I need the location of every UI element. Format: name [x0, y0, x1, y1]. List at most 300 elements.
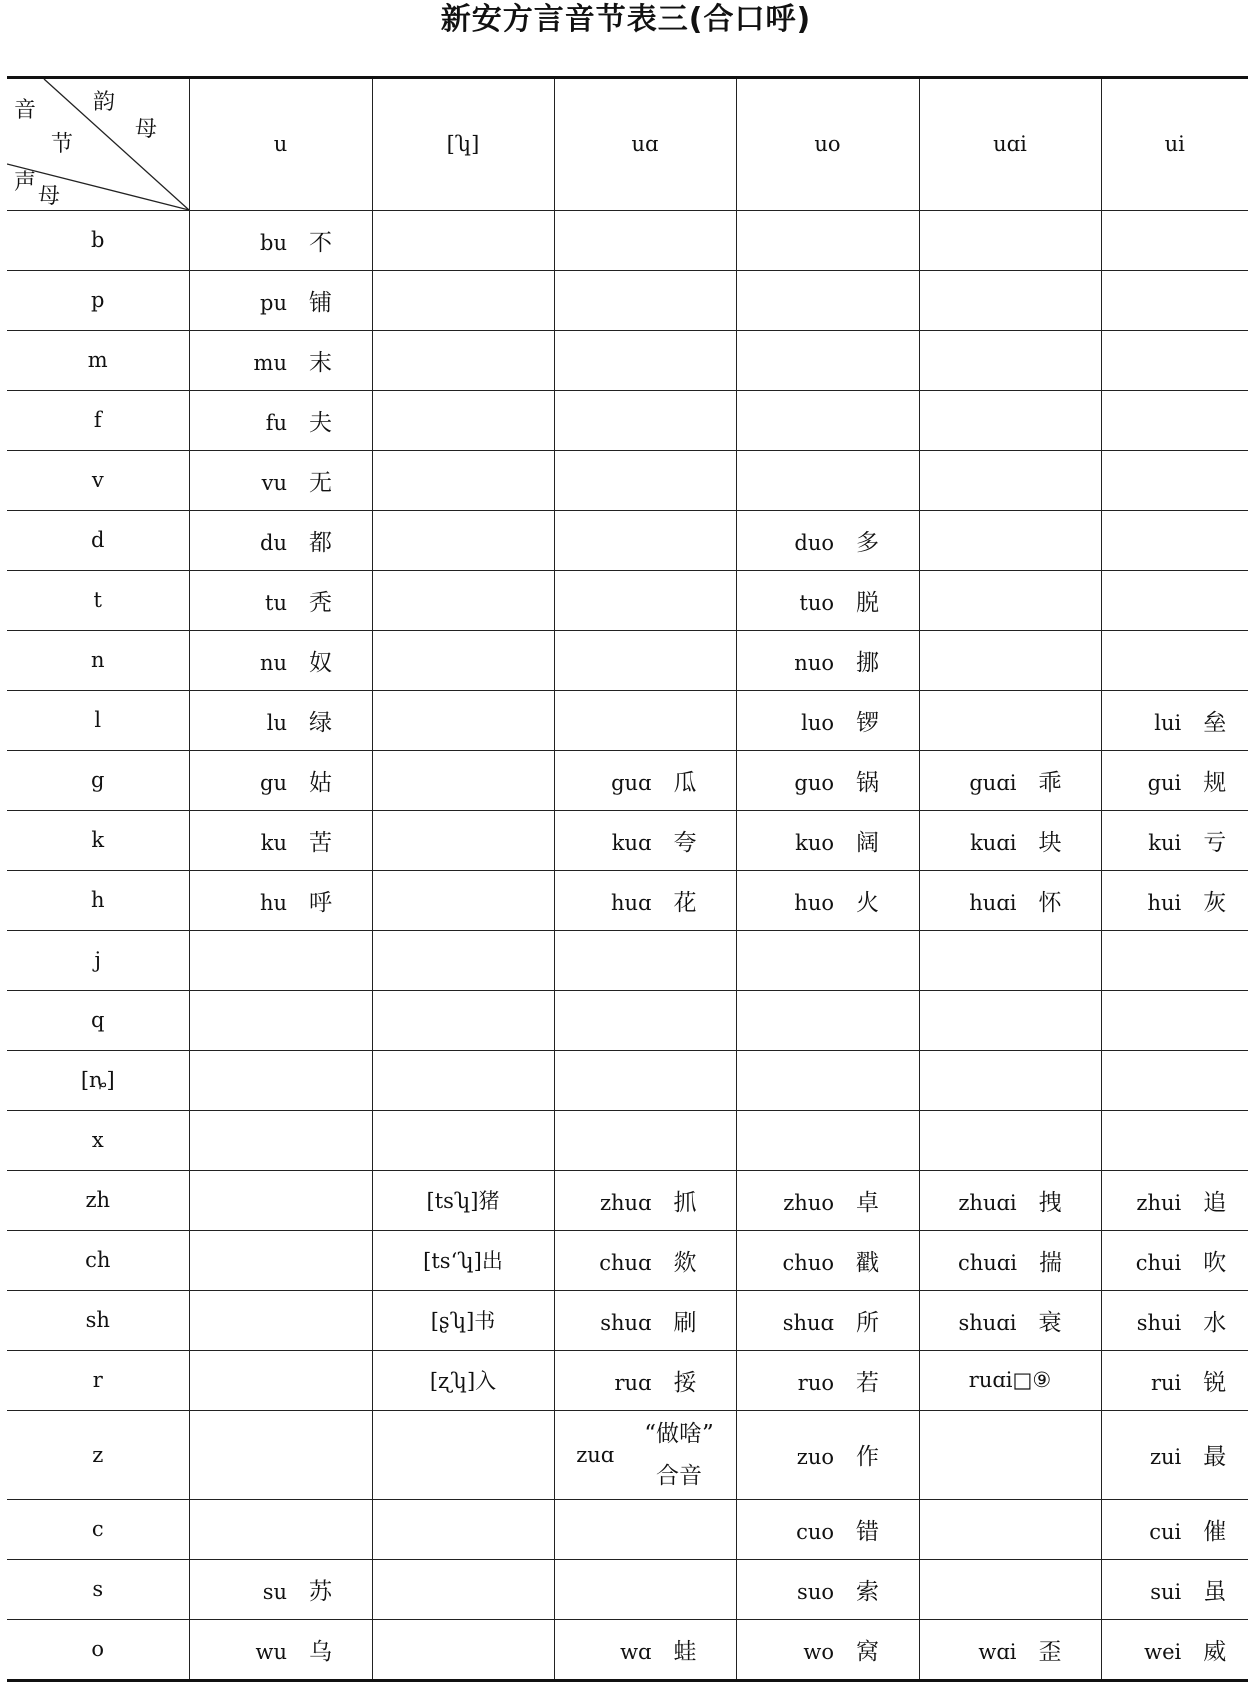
syllable-cell	[1101, 1170, 1248, 1230]
syllable-cell	[1101, 1559, 1248, 1619]
syllable-cell	[372, 1290, 554, 1350]
character: 乌	[309, 1638, 332, 1665]
table-row	[7, 1499, 1248, 1559]
corner-label-jie: 节	[51, 132, 74, 157]
syllable-cell	[1101, 810, 1248, 870]
final-header: u	[189, 79, 372, 210]
syllable-cell	[189, 930, 372, 990]
initial-cell: r	[7, 1350, 189, 1410]
table-row	[7, 390, 1248, 450]
syllable-cell	[736, 690, 919, 750]
syllable-cell	[554, 1410, 736, 1499]
syllable-cell	[554, 390, 736, 450]
syllable-cell	[736, 630, 919, 690]
character: 蛙	[673, 1638, 697, 1665]
syllable-cell	[1101, 1619, 1248, 1679]
syllable-cell	[372, 450, 554, 510]
syllable-cell	[189, 810, 372, 870]
pinyin: tu	[265, 590, 287, 615]
syllable-cell	[919, 330, 1101, 390]
page-title: 新安方言音节表三(合口呼)	[440, 2, 812, 37]
final-header: uɑi	[919, 79, 1101, 210]
syllable-cell	[1101, 270, 1248, 330]
pinyin: shuɑi	[958, 1310, 1017, 1335]
syllable-cell	[189, 570, 372, 630]
syllable-cell	[554, 1110, 736, 1170]
character: 都	[309, 529, 332, 556]
pinyin: huo	[794, 890, 834, 915]
syllable-cell	[736, 990, 919, 1050]
pinyin: wɑi	[978, 1639, 1017, 1664]
character: 衰	[1038, 1309, 1062, 1336]
final-header: ui	[1101, 79, 1248, 210]
pinyin: hu	[259, 890, 287, 915]
character-note-line: “做啥”	[644, 1420, 714, 1447]
syllable-cell	[554, 1619, 736, 1679]
syllable-text: [tsʮ]猪	[426, 1189, 500, 1213]
syllable-cell	[554, 270, 736, 330]
character: 无	[309, 469, 332, 496]
syllable-cell	[919, 690, 1101, 750]
character: 不	[309, 229, 332, 256]
syllable-cell	[372, 1619, 554, 1679]
pinyin: kuo	[795, 830, 834, 855]
syllable-text: [tsʻʮ]出	[423, 1249, 503, 1273]
pinyin: shuɑ	[782, 1310, 834, 1335]
table-row	[7, 750, 1248, 810]
table-row	[7, 810, 1248, 870]
pinyin: zhui	[1136, 1190, 1182, 1215]
corner-label-yin: 音	[14, 98, 37, 123]
table-row	[7, 270, 1248, 330]
syllable-cell	[919, 810, 1101, 870]
character: 阔	[856, 829, 879, 856]
syllable-cell	[1101, 690, 1248, 750]
syllable-cell	[554, 1170, 736, 1230]
initial-cell: v	[7, 450, 189, 510]
syllable-cell	[554, 1290, 736, 1350]
syllable-cell	[189, 1410, 372, 1499]
syllable-cell	[919, 1050, 1101, 1110]
syllable-cell	[919, 1350, 1101, 1410]
character: 乖	[1038, 769, 1062, 796]
pinyin: pu	[260, 290, 287, 315]
character: 块	[1038, 829, 1062, 856]
character: 卓	[856, 1189, 879, 1216]
syllable-cell	[372, 510, 554, 570]
syllable-cell	[736, 210, 919, 270]
syllable-cell	[919, 1290, 1101, 1350]
initial-cell: g	[7, 750, 189, 810]
pinyin: kui	[1148, 830, 1182, 855]
pinyin: kuɑ	[611, 830, 652, 855]
syllable-cell	[1101, 450, 1248, 510]
character: 抓	[673, 1189, 697, 1216]
syllable-cell	[736, 1170, 919, 1230]
pinyin: cuo	[796, 1519, 834, 1544]
character: 威	[1203, 1638, 1227, 1665]
syllable-cell	[1101, 210, 1248, 270]
corner-cell	[7, 79, 189, 210]
initial-cell: k	[7, 810, 189, 870]
initial-cell: q	[7, 990, 189, 1050]
character: 吹	[1203, 1249, 1227, 1276]
syllable-cell	[1101, 1290, 1248, 1350]
character: 垒	[1203, 709, 1227, 736]
pinyin: shuɑ	[600, 1310, 652, 1335]
syllable-cell	[189, 450, 372, 510]
pinyin: wɑ	[620, 1639, 652, 1664]
syllable-cell	[372, 390, 554, 450]
table-row	[7, 570, 1248, 630]
character: 苦	[309, 829, 332, 856]
pinyin: luo	[801, 710, 834, 735]
syllable-cell	[1101, 510, 1248, 570]
pinyin: zhuo	[783, 1190, 834, 1215]
character: 灰	[1203, 889, 1227, 916]
initial-cell: j	[7, 930, 189, 990]
corner-label-sheng: 声	[14, 170, 37, 195]
syllable-text: [ʂʮ]书	[430, 1309, 496, 1333]
syllable-group	[576, 1413, 714, 1497]
character: 秃	[309, 589, 332, 616]
table-row	[7, 930, 1248, 990]
table-row	[7, 1290, 1248, 1350]
pinyin: nu	[259, 650, 287, 675]
character-note	[644, 1413, 714, 1497]
character: 瓜	[673, 769, 697, 796]
pinyin: ku	[260, 830, 287, 855]
syllable-cell	[736, 1110, 919, 1170]
syllable-cell	[189, 390, 372, 450]
pinyin: ruɑ	[614, 1370, 652, 1395]
character: 欻	[673, 1249, 697, 1276]
initial-cell: d	[7, 510, 189, 570]
syllable-cell	[736, 870, 919, 930]
syllable-cell	[554, 210, 736, 270]
syllable-cell	[919, 510, 1101, 570]
syllable-cell	[554, 1350, 736, 1410]
syllable-cell	[372, 270, 554, 330]
syllable-cell	[1101, 1350, 1248, 1410]
character: 末	[309, 349, 332, 376]
table-row	[7, 1619, 1248, 1679]
syllable-cell	[372, 1410, 554, 1499]
final-header: [ʮ]	[372, 79, 554, 210]
pinyin: huɑi	[969, 890, 1017, 915]
syllable-cell	[189, 330, 372, 390]
syllable-cell	[736, 1050, 919, 1110]
pinyin: hui	[1147, 890, 1182, 915]
pinyin: shui	[1136, 1310, 1182, 1335]
syllable-cell	[736, 1410, 919, 1499]
syllable-cell	[372, 1050, 554, 1110]
pinyin: chuɑ	[599, 1250, 652, 1275]
character: 窝	[856, 1638, 879, 1665]
character: 亏	[1203, 829, 1227, 856]
syllable-cell	[554, 630, 736, 690]
initial-cell: p	[7, 270, 189, 330]
pinyin: vu	[261, 470, 287, 495]
syllable-cell	[189, 870, 372, 930]
syllable-cell	[736, 570, 919, 630]
syllable-cell	[554, 810, 736, 870]
character: 拽	[1038, 1189, 1062, 1216]
syllable-cell	[554, 570, 736, 630]
syllable-cell	[919, 990, 1101, 1050]
syllable-cell	[919, 450, 1101, 510]
table-row	[7, 690, 1248, 750]
final-header: uɑ	[554, 79, 736, 210]
initial-cell: c	[7, 1499, 189, 1559]
table-row	[7, 1170, 1248, 1230]
character: 挼	[673, 1369, 697, 1396]
character: 姑	[309, 769, 332, 796]
pinyin: zui	[1149, 1445, 1182, 1469]
syllable-cell	[1101, 870, 1248, 930]
initial-cell: l	[7, 690, 189, 750]
syllable-cell	[919, 270, 1101, 330]
pinyin: ruo	[797, 1370, 834, 1395]
syllable-cell	[372, 330, 554, 390]
initial-cell: [ȵ]	[7, 1050, 189, 1110]
syllable-cell	[189, 990, 372, 1050]
character: 呼	[309, 889, 332, 916]
syllable-cell	[372, 630, 554, 690]
pinyin: gu	[260, 770, 287, 795]
syllable-cell	[1101, 750, 1248, 810]
table-row	[7, 210, 1248, 270]
syllable-cell	[189, 1050, 372, 1110]
syllable-cell	[189, 1290, 372, 1350]
character: 铺	[309, 289, 332, 316]
character-note-line: 合音	[656, 1462, 703, 1489]
character: 歪	[1038, 1638, 1062, 1665]
character: 挪	[856, 649, 879, 676]
syllable-cell	[736, 270, 919, 330]
syllable-text: [ʐʮ]入	[429, 1369, 497, 1393]
table-row	[7, 1559, 1248, 1619]
pinyin: mu	[253, 350, 287, 375]
pinyin: chuo	[782, 1250, 834, 1275]
character: 规	[1203, 769, 1227, 796]
pinyin: guɑi	[969, 770, 1017, 795]
character: 锣	[856, 709, 879, 736]
syllable-cell	[736, 1350, 919, 1410]
pinyin: chui	[1135, 1250, 1182, 1275]
corner-label-mu: 母	[135, 117, 158, 142]
syllable-cell	[554, 510, 736, 570]
syllable-cell	[189, 690, 372, 750]
syllable-cell	[919, 1410, 1101, 1499]
syllable-cell	[919, 1170, 1101, 1230]
pinyin: guɑ	[611, 770, 652, 795]
syllable-table	[7, 76, 1248, 1682]
syllable-cell	[189, 1499, 372, 1559]
pinyin: chuɑi	[958, 1250, 1017, 1275]
syllable-cell	[919, 1559, 1101, 1619]
corner-label-mu: 母	[38, 184, 61, 209]
syllable-cell	[736, 1499, 919, 1559]
syllable-cell	[372, 1110, 554, 1170]
pinyin: bu	[260, 230, 287, 255]
initial-cell: f	[7, 390, 189, 450]
syllable-cell	[554, 1499, 736, 1559]
character: 怀	[1038, 889, 1062, 916]
syllable-cell	[189, 270, 372, 330]
table-row	[7, 990, 1248, 1050]
syllable-cell	[189, 1559, 372, 1619]
initial-cell: t	[7, 570, 189, 630]
character: 夸	[673, 829, 697, 856]
pinyin: duo	[794, 530, 834, 555]
final-header: uo	[736, 79, 919, 210]
character: 揣	[1038, 1249, 1062, 1276]
character: 火	[856, 889, 879, 916]
character: 花	[673, 889, 697, 916]
syllable-cell	[1101, 1230, 1248, 1290]
pinyin: wo	[803, 1639, 834, 1664]
character: 刷	[673, 1309, 697, 1336]
syllable-cell	[736, 810, 919, 870]
syllable-cell	[189, 1170, 372, 1230]
syllable-cell	[554, 690, 736, 750]
syllable-cell	[372, 210, 554, 270]
syllable-cell	[919, 570, 1101, 630]
pinyin: gui	[1147, 770, 1182, 795]
initial-cell: sh	[7, 1290, 189, 1350]
pinyin: lui	[1154, 710, 1182, 735]
syllable-cell	[919, 1110, 1101, 1170]
syllable-cell	[554, 1050, 736, 1110]
initial-cell: b	[7, 210, 189, 270]
syllable-cell	[919, 390, 1101, 450]
syllable-cell	[1101, 570, 1248, 630]
pinyin: kuɑi	[970, 830, 1017, 855]
syllable-cell	[372, 1170, 554, 1230]
pinyin: guo	[794, 770, 834, 795]
initial-cell: n	[7, 630, 189, 690]
character: 锅	[856, 769, 879, 796]
syllable-cell	[372, 750, 554, 810]
pinyin: tuo	[799, 590, 834, 615]
syllable-cell	[1101, 990, 1248, 1050]
syllable-cell	[554, 450, 736, 510]
syllable-cell	[736, 1230, 919, 1290]
syllable-cell	[736, 750, 919, 810]
syllable-cell	[1101, 330, 1248, 390]
syllable-cell	[736, 330, 919, 390]
syllable-cell	[554, 870, 736, 930]
syllable-cell	[554, 990, 736, 1050]
syllable-cell	[919, 1499, 1101, 1559]
syllable-cell	[189, 510, 372, 570]
syllable-text: ruɑi□⑨	[968, 1368, 1052, 1392]
syllable-cell	[736, 390, 919, 450]
syllable-cell	[919, 750, 1101, 810]
table-row	[7, 630, 1248, 690]
character: 索	[856, 1578, 879, 1605]
character: 若	[856, 1369, 879, 1396]
syllable-cell	[736, 510, 919, 570]
syllable-cell	[372, 1559, 554, 1619]
syllable-cell	[189, 1619, 372, 1679]
syllable-cell	[189, 210, 372, 270]
syllable-cell	[736, 1619, 919, 1679]
pinyin: nuo	[794, 650, 834, 675]
syllable-cell	[189, 1110, 372, 1170]
syllable-cell	[736, 1559, 919, 1619]
initial-cell: h	[7, 870, 189, 930]
syllable-cell	[919, 630, 1101, 690]
corner-label-yun: 韵	[93, 90, 116, 115]
character: 催	[1203, 1518, 1227, 1545]
syllable-cell	[1101, 1499, 1248, 1559]
pinyin: zhuɑ	[599, 1190, 652, 1215]
syllable-cell	[919, 1619, 1101, 1679]
character: 苏	[309, 1578, 332, 1605]
character: 夫	[309, 409, 332, 436]
syllable-cell	[189, 750, 372, 810]
syllable-cell	[1101, 1110, 1248, 1170]
initial-cell: m	[7, 330, 189, 390]
character: 脱	[856, 589, 879, 616]
table-row	[7, 510, 1248, 570]
syllable-cell	[554, 930, 736, 990]
pinyin: zuɑ	[576, 1442, 615, 1467]
syllable-cell	[189, 1350, 372, 1410]
pinyin: rui	[1150, 1370, 1182, 1395]
table-row	[7, 870, 1248, 930]
syllable-cell	[372, 990, 554, 1050]
character: 戳	[856, 1249, 879, 1276]
syllable-cell	[554, 1230, 736, 1290]
syllable-cell	[919, 1230, 1101, 1290]
table-row	[7, 1110, 1248, 1170]
syllable-cell	[189, 630, 372, 690]
table-row	[7, 330, 1248, 390]
syllable-cell	[372, 870, 554, 930]
pinyin: cui	[1149, 1519, 1182, 1544]
pinyin: wei	[1144, 1639, 1182, 1664]
character: 锐	[1203, 1369, 1227, 1396]
syllable-cell	[1101, 930, 1248, 990]
character: 作	[856, 1444, 879, 1470]
table-row	[7, 1410, 1248, 1499]
syllable-cell	[1101, 1410, 1248, 1499]
pinyin: sui	[1150, 1579, 1182, 1604]
syllable-cell	[554, 1559, 736, 1619]
pinyin: zhuɑi	[958, 1190, 1017, 1215]
initial-cell: zh	[7, 1170, 189, 1230]
syllable-cell	[1101, 390, 1248, 450]
initial-cell: ch	[7, 1230, 189, 1290]
character: 虽	[1203, 1578, 1227, 1605]
syllable-cell	[372, 810, 554, 870]
character: 奴	[309, 649, 332, 676]
character: 水	[1203, 1309, 1227, 1336]
initial-cell: o	[7, 1619, 189, 1679]
pinyin: wu	[255, 1639, 287, 1664]
table-row	[7, 1350, 1248, 1410]
character: 绿	[309, 709, 332, 736]
pinyin: suo	[797, 1579, 834, 1604]
pinyin: du	[260, 530, 287, 555]
table-row	[7, 1050, 1248, 1110]
syllable-cell	[372, 930, 554, 990]
pinyin: su	[262, 1579, 287, 1604]
syllable-cell	[736, 1290, 919, 1350]
